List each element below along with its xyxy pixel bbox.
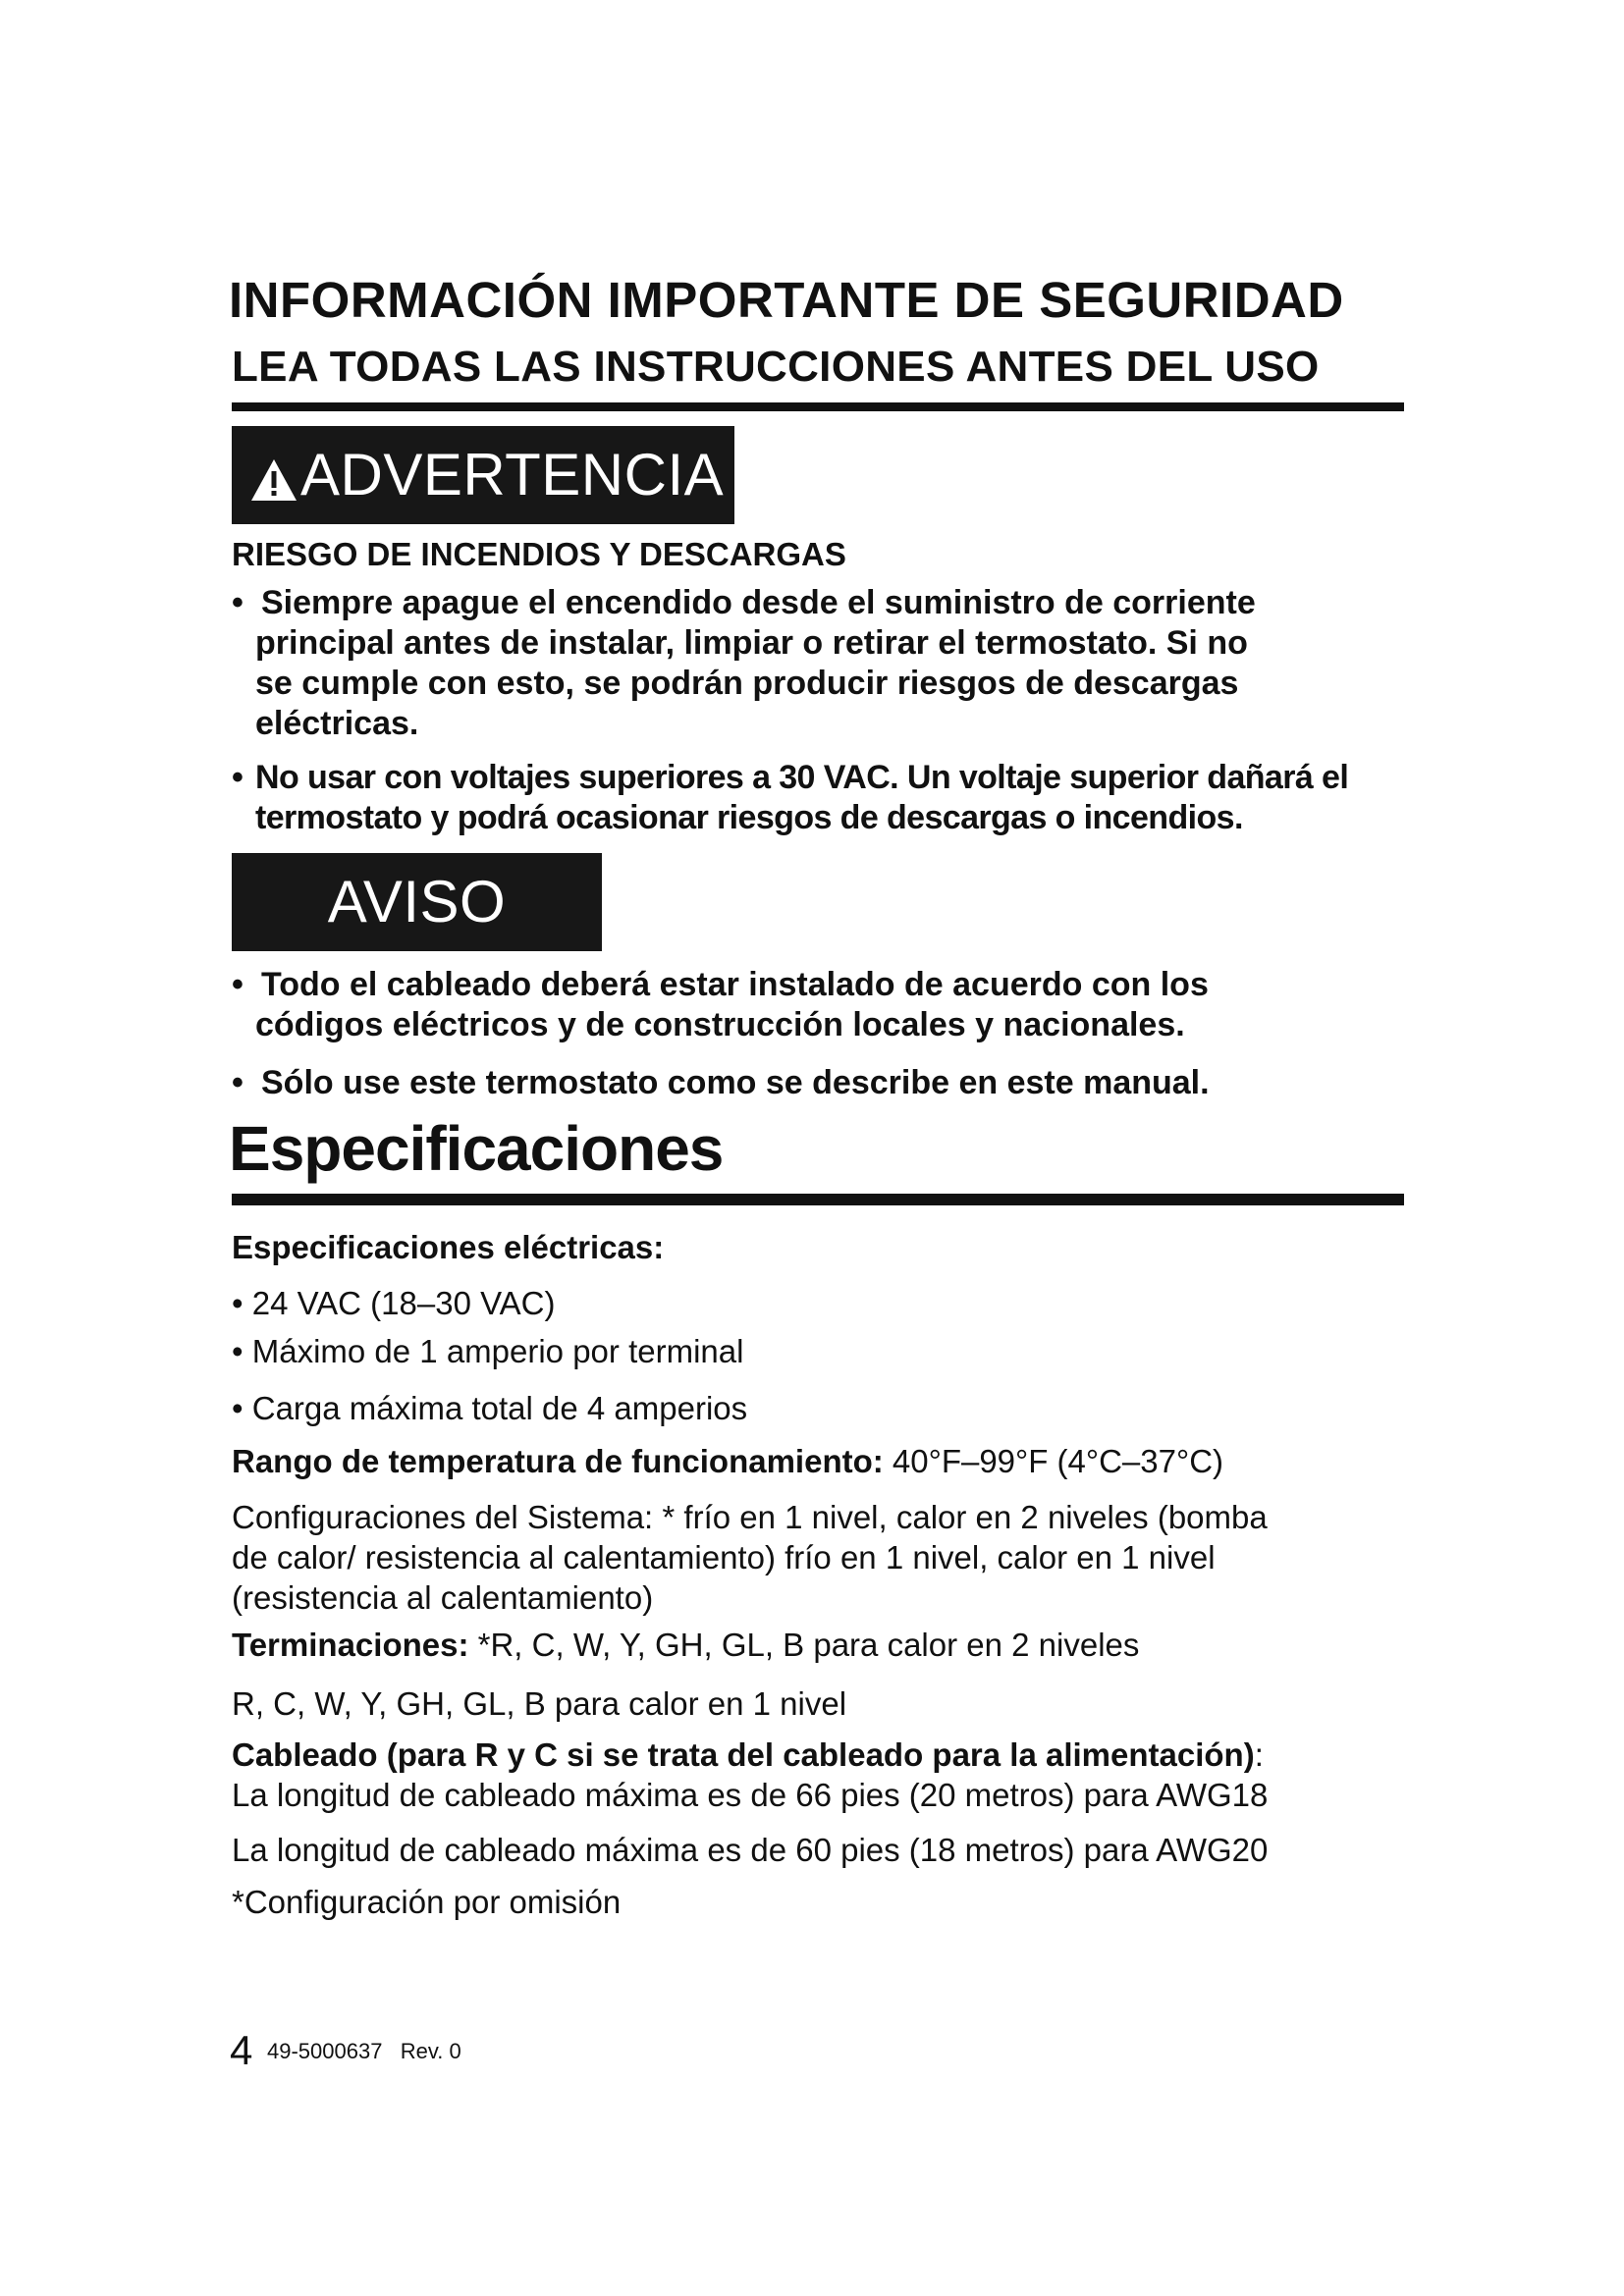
bullet-line: se cumple con esto, se podrán producir riesgos de descargas xyxy=(255,665,1239,702)
bullet-dot-icon: • xyxy=(232,584,244,621)
temperature-value: 40°F–99°F (4°C–37°C) xyxy=(883,1443,1224,1479)
config-line: de calor/ resistencia al calentamiento) frío en 1 nivel, calor en 1 nivel xyxy=(232,1539,1216,1575)
config-line: Configuraciones del Sistema: * frío en 1 nivel, calor en 2 niveles (bomba xyxy=(232,1499,1268,1535)
warning-badge xyxy=(232,426,734,524)
wiring-colon: : xyxy=(1254,1736,1264,1773)
bullet-line: termostato y podrá ocasionar riesgos de descargas o incendios. xyxy=(255,799,1243,836)
electrical-specs-label: Especificaciones eléctricas: xyxy=(232,1229,665,1265)
warning-bullet xyxy=(232,758,1410,838)
notice-bullet xyxy=(232,965,1410,1045)
temperature-label: Rango de temperatura de funcionamiento: xyxy=(232,1443,884,1479)
spec-list-item: • 24 VAC (18–30 VAC) xyxy=(232,1285,556,1321)
bullet-line: códigos eléctricos y de construcción locales y nacionales. xyxy=(255,1006,1185,1043)
warning-triangle-icon xyxy=(249,457,298,503)
spec-item-text: Carga máxima total de 4 amperios xyxy=(251,1390,748,1426)
bullet-line: eléctricas. xyxy=(255,705,419,742)
terminals xyxy=(232,1625,1139,1665)
spec-list-item: • Carga máxima total de 4 amperios xyxy=(232,1390,748,1426)
default-config-note: *Configuración por omisión xyxy=(232,1884,622,1920)
bullet-line: No usar con voltajes superiores a 30 VAC. Un voltaje superior dañará el xyxy=(255,759,1349,796)
warning-badge-label: ADVERTENCIA xyxy=(300,442,725,507)
terminals-value: *R, C, W, Y, GH, GL, B para calor en 2 niveles xyxy=(468,1627,1140,1663)
section-divider xyxy=(232,402,1404,411)
spec-list-item: • Máximo de 1 amperio por terminal xyxy=(232,1333,744,1369)
bullet-line: Sólo use este termostato como se describe en este manual. xyxy=(261,1064,1210,1101)
system-configurations xyxy=(232,1497,1268,1618)
bullet-dot-icon: • xyxy=(232,966,244,1003)
specs-divider xyxy=(232,1194,1404,1205)
terminals-line: R, C, W, Y, GH, GL, B para calor en 1 nivel xyxy=(232,1685,847,1722)
bullet-line: Todo el cableado deberá estar instalado de acuerdo con los xyxy=(261,966,1209,1003)
wiring-line: La longitud de cableado máxima es de 60 pies (18 metros) para AWG20 xyxy=(232,1832,1269,1868)
safety-title: INFORMACIÓN IMPORTANTE DE SEGURIDAD xyxy=(229,272,1344,328)
terminals-label: Terminaciones: xyxy=(232,1627,469,1663)
config-line: (resistencia al calentamiento) xyxy=(232,1579,654,1616)
spec-item-text: 24 VAC (18–30 VAC) xyxy=(251,1285,556,1321)
wiring-spec xyxy=(232,1735,1268,1815)
bullet-dot-icon: • xyxy=(232,759,244,796)
wiring-label: Cableado (para R y C si se trata del cableado para la alimentación) xyxy=(232,1736,1255,1773)
warning-bullet xyxy=(232,583,1410,744)
temperature-range xyxy=(232,1441,1223,1481)
wiring-line: La longitud de cableado máxima es de 66 pies (20 metros) para AWG18 xyxy=(232,1777,1269,1813)
notice-badge xyxy=(232,853,602,951)
notice-bullet xyxy=(232,1063,1410,1103)
specs-title: Especificaciones xyxy=(229,1113,724,1184)
risk-title: RIESGO DE INCENDIOS Y DESCARGAS xyxy=(232,536,846,572)
bullet-line: Siempre apague el encendido desde el suministro de corriente xyxy=(261,584,1256,621)
bullet-dot-icon: • xyxy=(232,1064,244,1101)
notice-badge-label: AVISO xyxy=(327,869,507,934)
bullet-line: principal antes de instalar, limpiar o retirar el termostato. Si no xyxy=(255,624,1248,662)
document-code: 49-5000637 Rev. 0 xyxy=(267,2039,461,2063)
page-number: 4 xyxy=(230,2027,253,2073)
safety-subtitle: LEA TODAS LAS INSTRUCCIONES ANTES DEL USO xyxy=(232,343,1320,391)
spec-item-text: Máximo de 1 amperio por terminal xyxy=(251,1333,744,1369)
